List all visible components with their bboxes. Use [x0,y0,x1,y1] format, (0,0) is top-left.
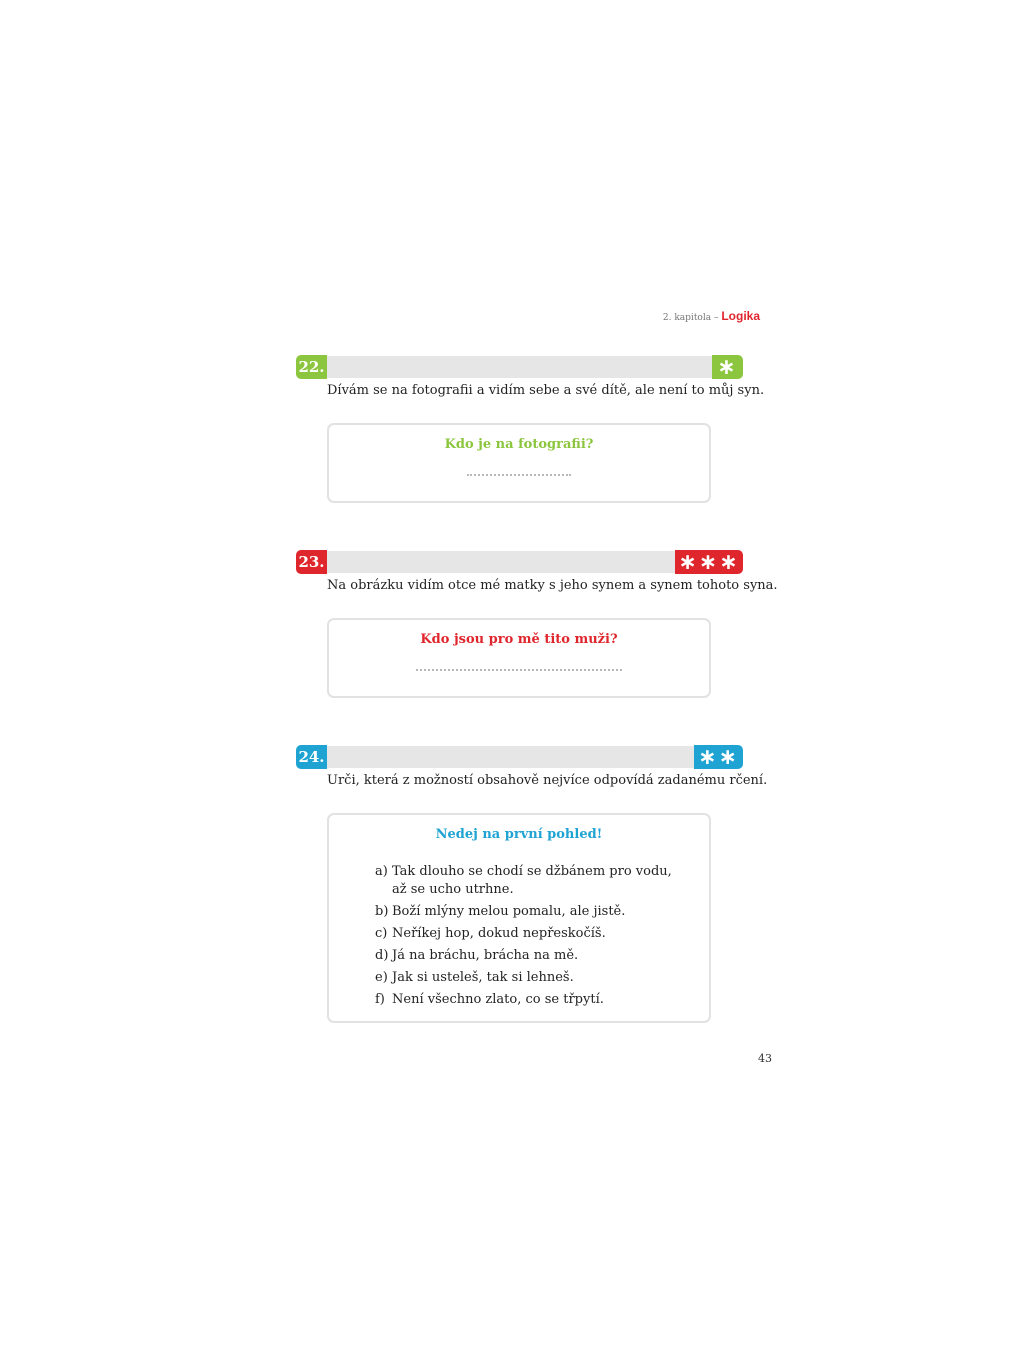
option-text: Není všechno zlato, co se třpytí. [392,992,604,1007]
task-prompt: Dívám se na fotografii a vidím sebe a své dítě, ale není to můj syn. [327,383,765,398]
answer-box-title: Kdo jsou pro mě tito muži? [420,632,618,647]
option-text: Já na bráchu, brácha na mě. [392,948,579,963]
option-c[interactable] [375,925,672,943]
option-letter: a) [375,864,388,879]
option-text: Boží mlýny melou pomalu, ale jistě. [392,904,626,919]
option-text: Jak si usteleš, tak si lehneš. [392,970,574,985]
chapter-name: Logika [721,309,760,323]
difficulty-stars: ∗∗ [694,745,743,769]
option-text: Tak dlouho se chodí se džbánem pro vodu, [392,864,672,879]
chapter-label: 2. kapitola – [662,313,719,323]
difficulty-stars: ∗∗∗ [675,550,743,574]
options-box-title: Nedej na první pohled! [435,827,603,842]
option-letter: c) [375,926,388,941]
option-f[interactable] [375,991,672,1009]
options-box [327,813,711,1023]
answer-line[interactable] [467,474,571,476]
option-letter: d) [375,948,389,963]
task-prompt: Na obrázku vidím otce mé matky s jeho synem a synem tohoto syna. [327,578,778,593]
task-bar [296,355,743,379]
task-prompt: Urči, která z možností obsahově nejvíce odpovídá zadanému rčení. [327,773,768,788]
page-number: 43 [758,1052,772,1065]
task-24 [296,745,768,1007]
option-b[interactable] [375,903,672,921]
option-text: Neříkej hop, dokud nepřeskočíš. [392,926,606,941]
option-letter: f) [375,992,385,1007]
answer-box [327,618,711,698]
task-number: 22. [296,355,327,379]
option-letter: b) [375,904,389,919]
task-bar-background [322,356,717,378]
option-letter: e) [375,970,388,985]
answer-box-title: Kdo je na fotografii? [444,437,594,452]
option-e[interactable] [375,969,672,987]
chapter-header [600,309,760,323]
task-bar [296,550,743,574]
task-number: 24. [296,745,327,769]
option-list [375,863,672,1013]
answer-box [327,423,711,503]
task-23 [296,550,778,647]
task-bar [296,745,743,769]
task-number: 23. [296,550,327,574]
task-bar-background [322,551,717,573]
difficulty-stars: ∗ [712,355,743,379]
answer-line[interactable] [416,669,622,671]
option-a[interactable] [375,863,672,899]
task-bar-background [322,746,717,768]
task-22 [296,355,765,452]
option-text-line2: až se ucho utrhne. [392,882,514,897]
option-d[interactable] [375,947,672,965]
